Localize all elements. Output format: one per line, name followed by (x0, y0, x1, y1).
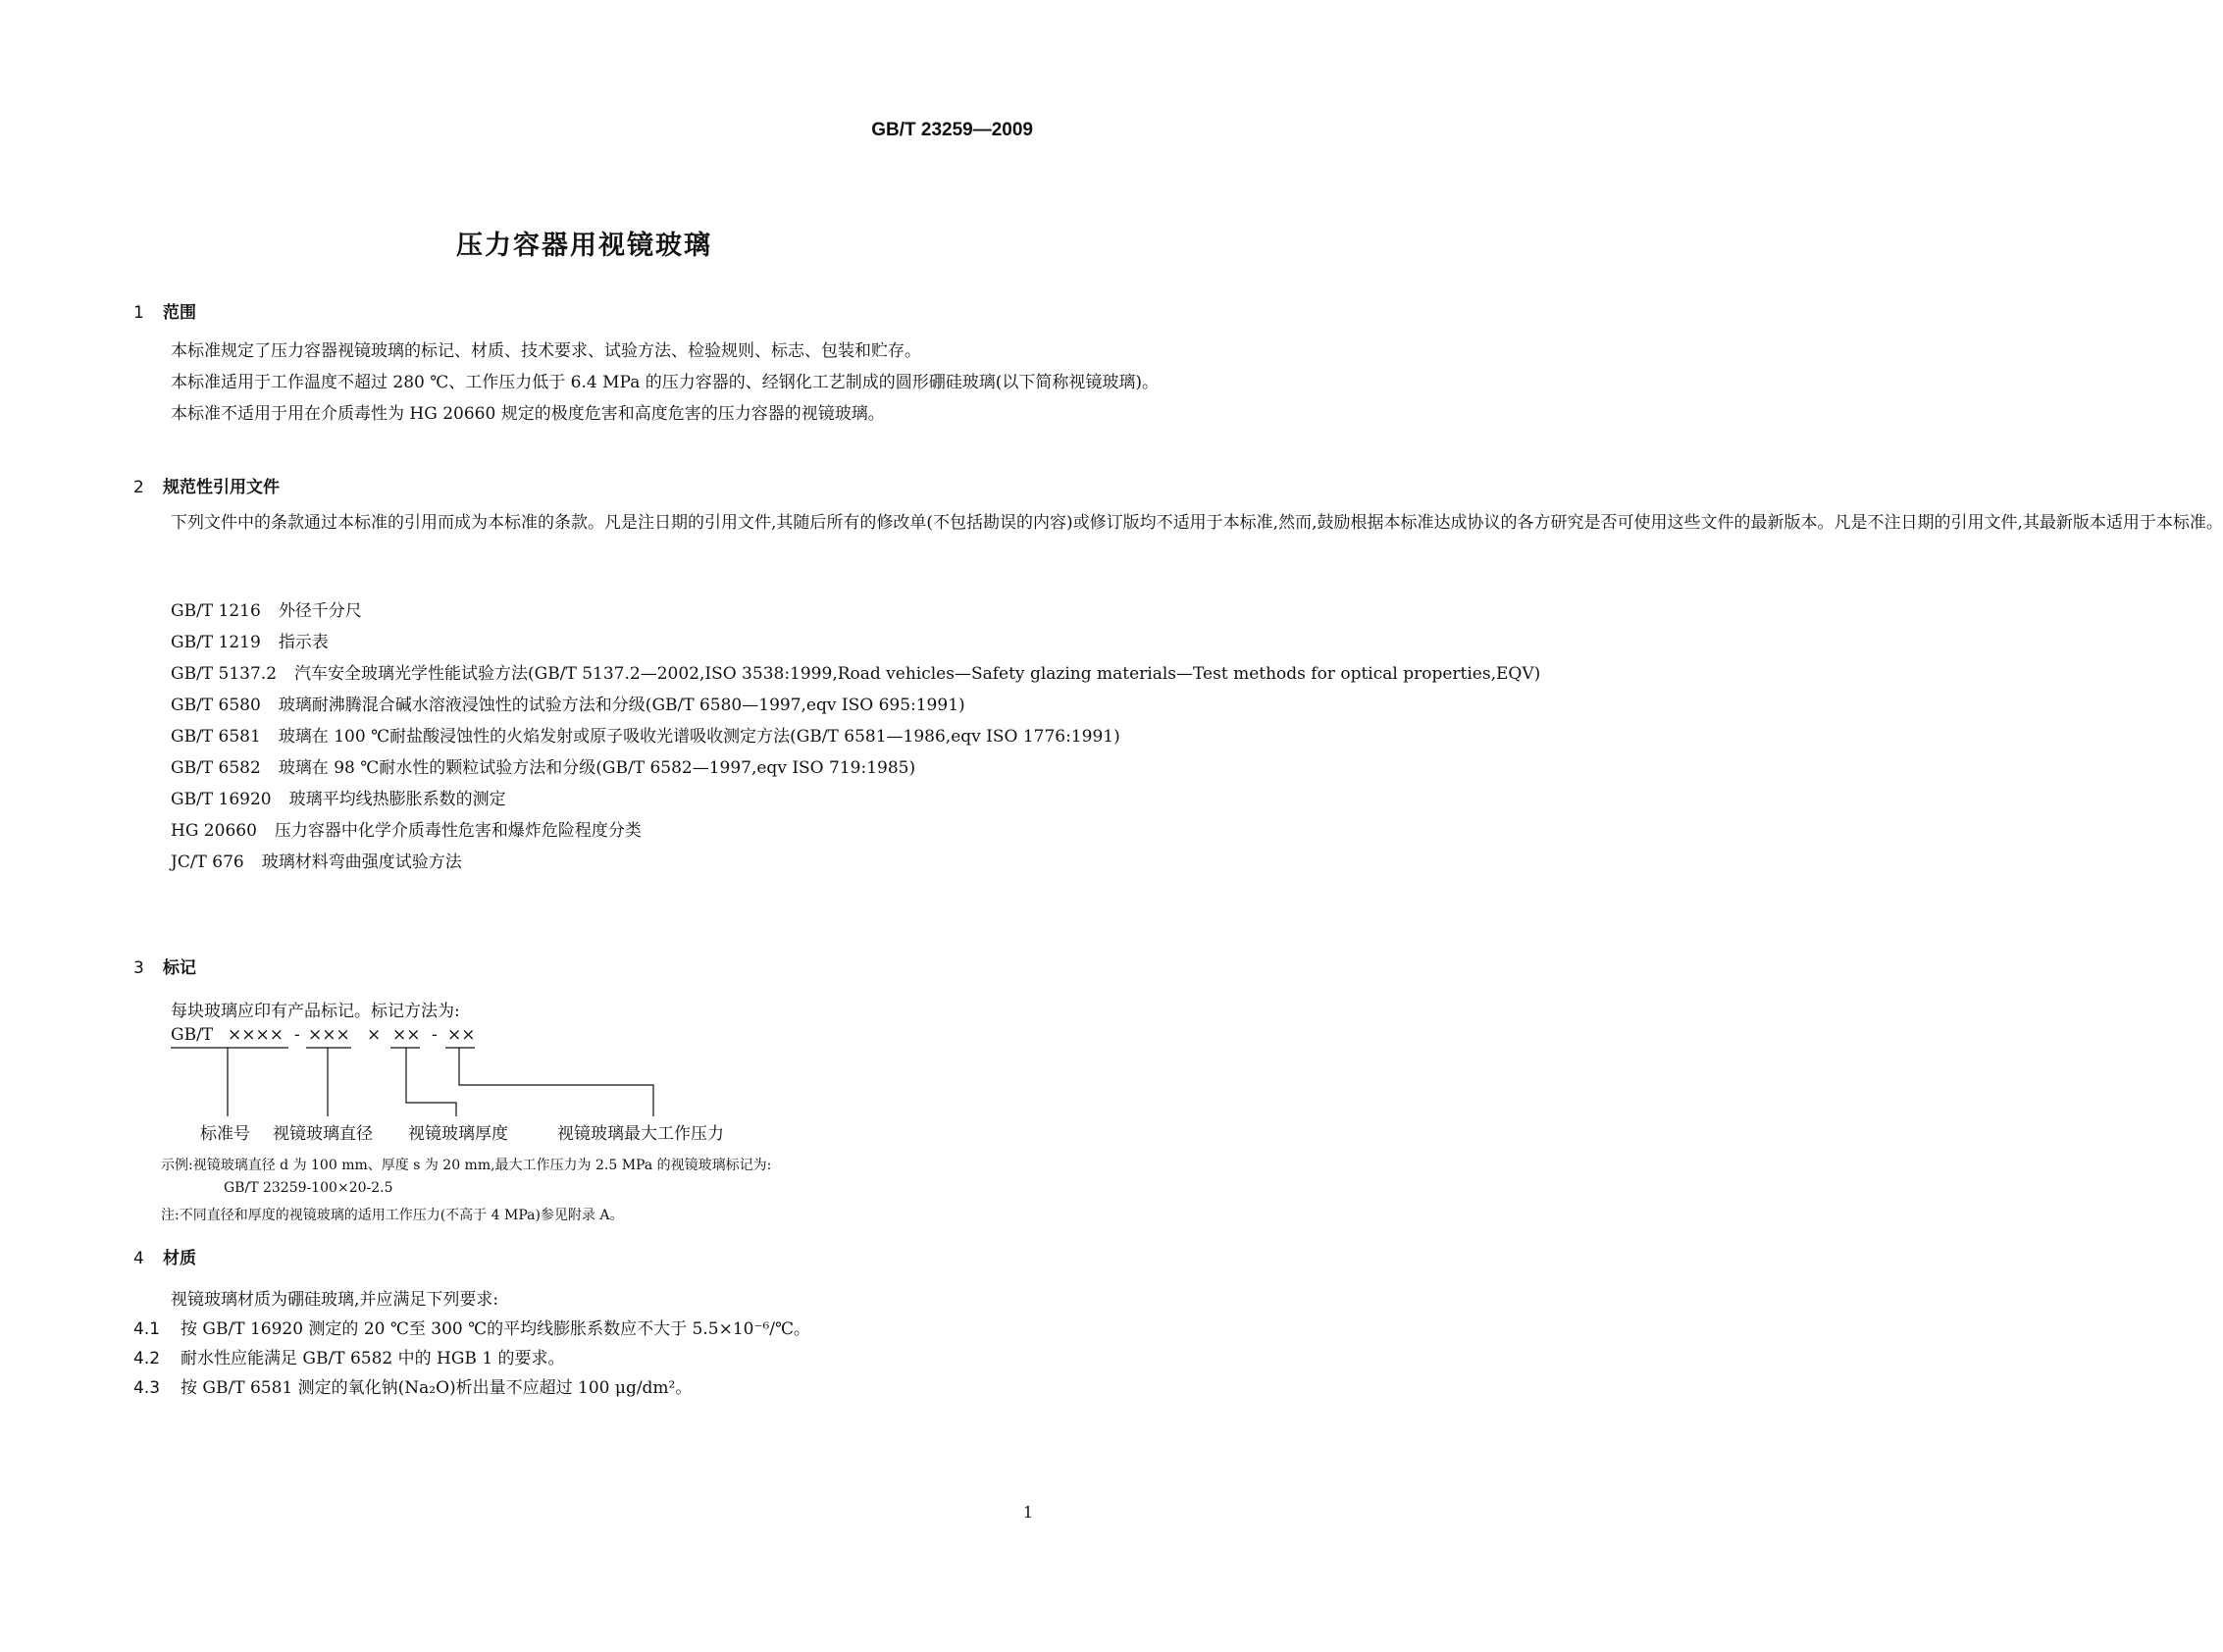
marking-prefix: GB/T (171, 1025, 214, 1045)
paragraph: 下列文件中的条款通过本标准的引用而成为本标准的条款。凡是注日期的引用文件,其随后所有的修改单(不包括勘误的内容)或修订版均不适用于本标准,然而,鼓励根据本标准达成协议的各方研究是否可使用这些文件的最新版本。凡是不注日期的引用文件,其最新版本适用于本标准。 (171, 513, 2223, 533)
reference-code: HG 20660 (171, 821, 257, 841)
reference-code: GB/T 1219 (171, 633, 261, 652)
clause-text: 耐水性应能满足 GB/T 6582 中的 HGB 1 的要求。 (181, 1349, 565, 1368)
reference-title: 玻璃在 100 ℃耐盐酸浸蚀性的火焰发射或原子吸收光谱吸收测定方法(GB/T 6581—1986,eqv ISO 1776:1991) (278, 727, 1120, 747)
section-title: 标记 (163, 958, 196, 978)
clause-4-1 (133, 1315, 810, 1339)
clause-number: 4.2 (133, 1349, 161, 1368)
marking-dash: - (432, 1025, 438, 1045)
paragraph: 本标准规定了压力容器视镜玻璃的标记、材质、技术要求、试验方法、检验规则、标志、包装和贮存。 (171, 341, 921, 361)
marking-dash: - (294, 1025, 300, 1045)
reference-title: 玻璃耐沸腾混合碱水溶液浸蚀性的试验方法和分级(GB/T 6580—1997,eqv ISO 695:1991) (278, 696, 965, 715)
reference-code: GB/T 16920 (171, 790, 272, 809)
label-diameter: 视镜玻璃直径 (273, 1124, 373, 1144)
marking-field-pressure: ×× (447, 1025, 476, 1045)
reference-code: JC/T 676 (171, 852, 244, 872)
section-number: 4 (133, 1249, 144, 1268)
paragraph: 本标准不适用于用在介质毒性为 HG 20660 规定的极度危害和高度危害的压力容器的视镜玻璃。 (171, 404, 885, 424)
reference-title: 汽车安全玻璃光学性能试验方法(GB/T 5137.2—2002,ISO 3538:1999,Road vehicles—Safety glazing materials—Test methods for optical properties,EQV) (294, 664, 1541, 684)
section-title: 规范性引用文件 (163, 478, 280, 497)
page-number: 1 (1022, 1503, 1033, 1522)
marking-field-diameter: ××× (308, 1025, 350, 1045)
clause-number: 4.3 (133, 1378, 161, 1398)
marking-field-standard-number: ×××× (228, 1025, 284, 1045)
marking-field-thickness: ×× (392, 1025, 421, 1045)
reference-code: GB/T 5137.2 (171, 664, 278, 684)
standard-code: GB/T 23259—2009 (871, 120, 1033, 140)
reference-title: 玻璃材料弯曲强度试验方法 (261, 852, 462, 872)
marking-intro: 每块玻璃应印有产品标记。标记方法为: (171, 1002, 460, 1021)
clause-text: 按 GB/T 16920 测定的 20 ℃至 300 ℃的平均线膨胀系数应不大于 5.5×10⁻⁶/℃。 (181, 1319, 811, 1339)
label-thickness: 视镜玻璃厚度 (408, 1124, 508, 1144)
marking-example-code: GB/T 23259-100×20-2.5 (224, 1180, 393, 1196)
reference-title: 指示表 (278, 633, 329, 652)
reference-code: GB/T 6581 (171, 727, 261, 747)
section-number: 1 (133, 303, 144, 323)
marking-example: 示例:视镜玻璃直径 d 为 100 mm、厚度 s 为 20 mm,最大工作压力为 2.5 MPa 的视镜玻璃标记为: (161, 1158, 772, 1173)
section-title: 范围 (163, 303, 196, 323)
clause-4-3 (133, 1373, 692, 1398)
leader-thickness (406, 1048, 456, 1116)
marking-times: × (367, 1025, 382, 1045)
clause-4-2 (133, 1344, 565, 1368)
document-title: 压力容器用视镜玻璃 (456, 231, 712, 261)
reference-code: GB/T 6580 (171, 696, 261, 715)
paragraph: 本标准适用于工作温度不超过 280 ℃、工作压力低于 6.4 MPa 的压力容器的、经钢化工艺制成的圆形硼硅玻璃(以下简称视镜玻璃)。 (171, 373, 1159, 392)
reference-code: GB/T 6582 (171, 758, 261, 778)
section-number: 2 (133, 478, 144, 497)
label-max-working-pressure: 视镜玻璃最大工作压力 (557, 1124, 724, 1144)
leader-pressure (459, 1048, 653, 1116)
section-4-heading (133, 1244, 196, 1268)
reference-title: 玻璃在 98 ℃耐水性的颗粒试验方法和分级(GB/T 6582—1997,eqv ISO 719:1985) (278, 758, 916, 778)
label-standard-number: 标准号 (200, 1124, 250, 1144)
marking-note: 注:不同直径和厚度的视镜玻璃的适用工作压力(不高于 4 MPa)参见附录 A。 (161, 1208, 624, 1223)
section-title: 材质 (163, 1249, 196, 1268)
reference-title: 玻璃平均线热膨胀系数的测定 (288, 790, 506, 809)
reference-code: GB/T 1216 (171, 601, 261, 621)
clause-number: 4.1 (133, 1319, 161, 1339)
section-number: 3 (133, 958, 144, 978)
material-intro: 视镜玻璃材质为硼硅玻璃,并应满足下列要求: (171, 1290, 499, 1310)
reference-title: 外径千分尺 (278, 601, 362, 621)
reference-title: 压力容器中化学介质毒性危害和爆炸危险程度分类 (274, 821, 642, 841)
clause-text: 按 GB/T 6581 测定的氧化钠(Na₂O)析出量不应超过 100 μg/dm²。 (181, 1378, 693, 1398)
